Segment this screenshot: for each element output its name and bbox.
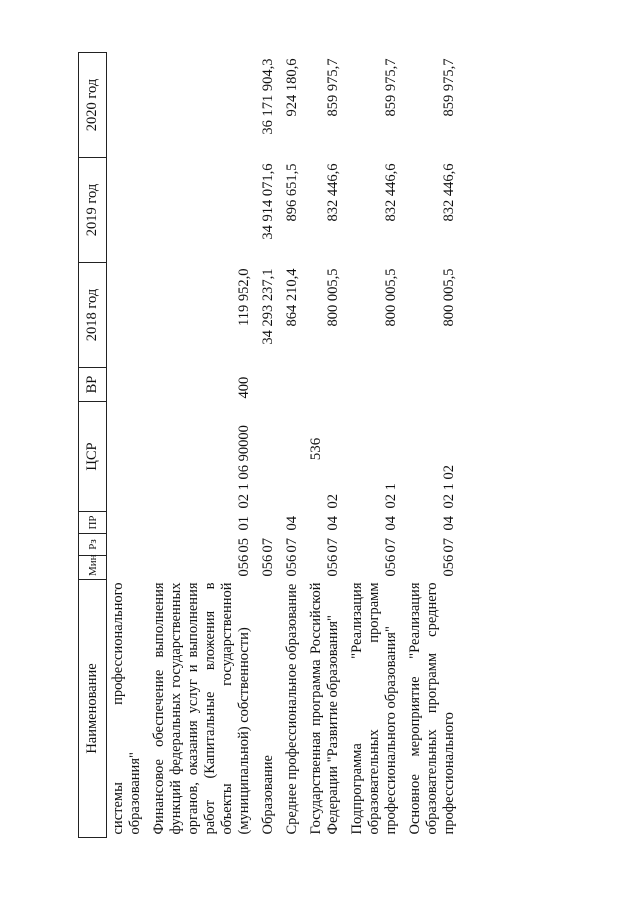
row-vr (257, 368, 281, 402)
row-2020 (148, 53, 257, 158)
row-rz: 07 (325, 538, 341, 553)
row-2019: 896 651,5 (284, 163, 300, 222)
row-pr (107, 512, 149, 534)
row-min: 056 (260, 554, 276, 577)
row-rz: 07 (284, 538, 300, 553)
row-2019 (107, 158, 149, 263)
row-2020: 36 171 904,3 (260, 58, 276, 135)
row-2020 (107, 53, 149, 158)
row-2018: 800 005,5 (383, 268, 399, 327)
row-name: Финансовое обеспечение выполнения функций федеральных государственных органов, оказания услуг и выполнения работ (Капитальные вложения в объекты государственной (муниципальной) собственности) (151, 582, 252, 835)
header-pr: ПР (79, 512, 107, 534)
row-rz: 07 (383, 538, 399, 553)
row-csr (281, 402, 305, 512)
header-2018: 2018 год (79, 263, 107, 368)
row-rz: 05 (236, 538, 252, 553)
row-2019: 832 446,6 (383, 163, 399, 222)
row-name: Подпрограмма "Реализация образовательных программ профессионального образования" (349, 582, 399, 835)
row-min: 056 (441, 554, 457, 577)
row-2019: 34 914 071,6 (260, 163, 276, 240)
table-row (346, 53, 404, 838)
row-pr: 01 (236, 516, 252, 531)
header-vr: ВР (79, 368, 107, 402)
row-csr: 02 1 02 (441, 465, 457, 509)
header-rz: Рз (79, 534, 107, 556)
row-pr: 04 (284, 516, 300, 531)
header-2020: 2020 год (79, 53, 107, 158)
row-min (107, 556, 149, 580)
table-row (107, 53, 149, 838)
row-2019: 832 446,6 (441, 163, 457, 222)
row-2018: 119 952,0 (236, 268, 252, 326)
row-vr (305, 368, 346, 402)
row-vr (281, 368, 305, 402)
row-name: Среднее профессиональное образование (284, 583, 300, 835)
row-2020: 924 180,6 (284, 58, 300, 117)
table-row (257, 53, 281, 838)
row-2018 (107, 263, 149, 368)
row-2018: 34 293 237,1 (260, 268, 276, 345)
row-2018: 800 005,5 (441, 268, 457, 327)
row-name: Основное мероприятие "Реализация образовательных программ среднего профессионального (407, 582, 457, 835)
row-vr (107, 368, 149, 402)
page-number: 536 (308, 437, 324, 461)
row-2020: 859 975,7 (441, 58, 457, 117)
row-2019: 832 446,6 (325, 163, 341, 222)
table-row (281, 53, 305, 838)
row-rz: 07 (441, 538, 457, 553)
row-pr: 04 (441, 516, 457, 531)
row-rz (107, 534, 149, 556)
budget-table (78, 52, 462, 838)
row-2018: 864 210,4 (284, 268, 300, 327)
row-min: 056 (284, 554, 300, 577)
row-name: Образование (260, 755, 276, 835)
row-csr: 02 1 06 90000 (236, 425, 252, 509)
row-min: 056 (383, 554, 399, 577)
row-2020: 859 975,7 (325, 58, 341, 117)
table-header-row (79, 53, 107, 838)
row-2020: 859 975,7 (383, 58, 399, 117)
header-2019: 2019 год (79, 158, 107, 263)
row-csr: 02 (325, 494, 341, 509)
row-name: Государственная программа Российской Федерации "Развитие образования" (308, 582, 341, 835)
row-pr: 04 (325, 516, 341, 531)
row-csr: 02 1 (383, 483, 399, 509)
header-name: Наименование (79, 580, 107, 838)
row-rz: 07 (260, 538, 276, 553)
row-pr (257, 512, 281, 534)
header-csr: ЦСР (79, 402, 107, 512)
row-vr (346, 368, 404, 402)
row-csr (107, 402, 149, 512)
row-csr (257, 402, 281, 512)
row-min: 056 (236, 554, 252, 577)
row-2018: 800 005,5 (325, 268, 341, 327)
row-vr (404, 368, 462, 402)
row-pr: 04 (383, 516, 399, 531)
rotated-page-content (78, 58, 617, 838)
table-row (148, 53, 257, 838)
row-vr: 400 (236, 376, 252, 399)
header-min: Мин (79, 556, 107, 580)
table-row (305, 53, 346, 838)
row-min: 056 (325, 554, 341, 577)
table-row (404, 53, 462, 838)
row-name: системы профессионального образования" (110, 582, 143, 835)
row-2019 (148, 158, 257, 263)
